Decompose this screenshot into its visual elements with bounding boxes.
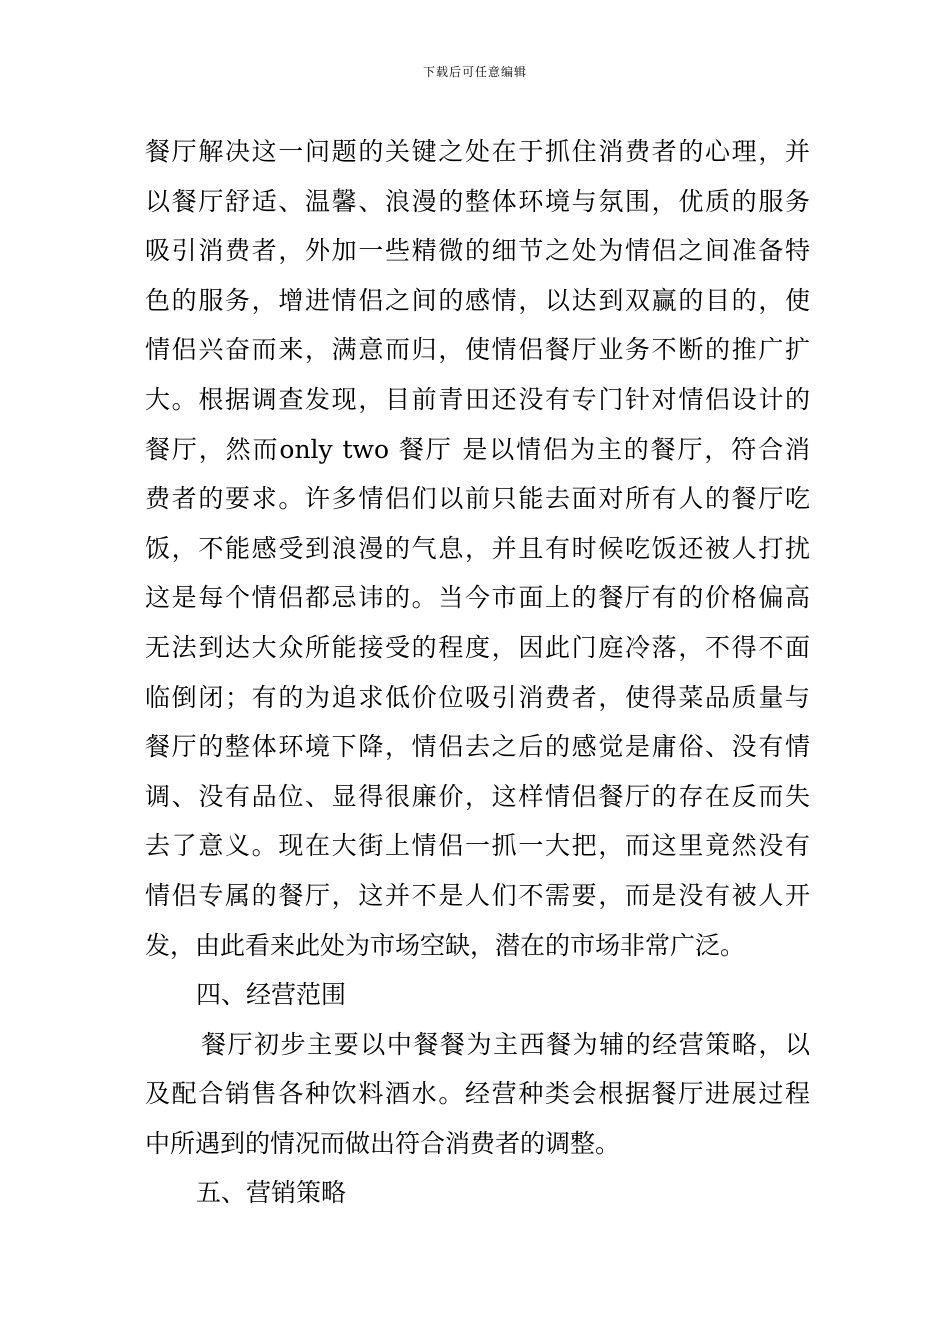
text-line: 饭，不能感受到浪漫的气息，并且有时候吃饭还被人打扰 [145,533,810,563]
text-line: 餐厅的整体环境下降，情侣去之后的感觉是庸俗、没有情 [145,732,810,762]
text-line: 临倒闭；有的为追求低价位吸引消费者，使得菜品质量与 [145,682,810,712]
text-line: 情侣兴奋而来，满意而归，使情侣餐厅业务不断的推广扩 [145,335,810,365]
text-line: 去了意义。现在大街上情侣一抓一大把，而这里竟然没有 [145,831,810,861]
text-line: 餐厅初步主要以中餐餐为主西餐为辅的经营策略，以 [201,1029,810,1059]
text-line: 中所遇到的情况而做出符合消费者的调整。 [145,1128,621,1158]
text-line: 及配合销售各种饮料酒水。经营种类会根据餐厅进展过程 [145,1079,810,1109]
text-line: 无法到达大众所能接受的程度，因此门庭冷落，不得不面 [145,632,810,662]
page-header: 下载后可任意编辑 [422,65,527,79]
text-line: 调、没有品位、显得很廉价，这样情侣餐厅的存在反而失 [145,781,810,811]
section-heading-business-scope: 四、经营范围 [196,980,347,1010]
paragraph-market-analysis [145,127,810,970]
section-heading-marketing-strategy: 五、营销策略 [196,1178,347,1208]
text-line: 情侣专属的餐厅，这并不是人们不需要，而是没有被人开 [145,880,810,910]
text-line: 大。根据调查发现，目前青田还没有专门针对情侣设计的 [145,384,810,414]
text-line: 色的服务，增进情侣之间的感情，以达到双赢的目的，使 [145,285,810,315]
text-line: 餐厅解决这一问题的关键之处在于抓住消费者的心理，并 [145,137,810,166]
text-line: 以餐厅舒适、温馨、浪漫的整体环境与氛围，优质的服务 [145,186,810,216]
text-line: 餐厅，然而only two 餐厅 是以情侣为主的餐厅，符合消 [145,434,810,464]
text-line: 费者的要求。许多情侣们以前只能去面对所有人的餐厅吃 [145,484,810,514]
text-line: 这是每个情侣都忌讳的。当今市面上的餐厅有的价格偏高 [145,583,810,613]
paragraph-business-scope [145,1020,810,1169]
text-line: 发，由此看来此处为市场空缺，潜在的市场非常广泛。 [145,930,746,960]
document-body [145,127,810,1218]
text-line: 吸引消费者，外加一些精微的细节之处为情侣之间准备特 [145,236,810,266]
